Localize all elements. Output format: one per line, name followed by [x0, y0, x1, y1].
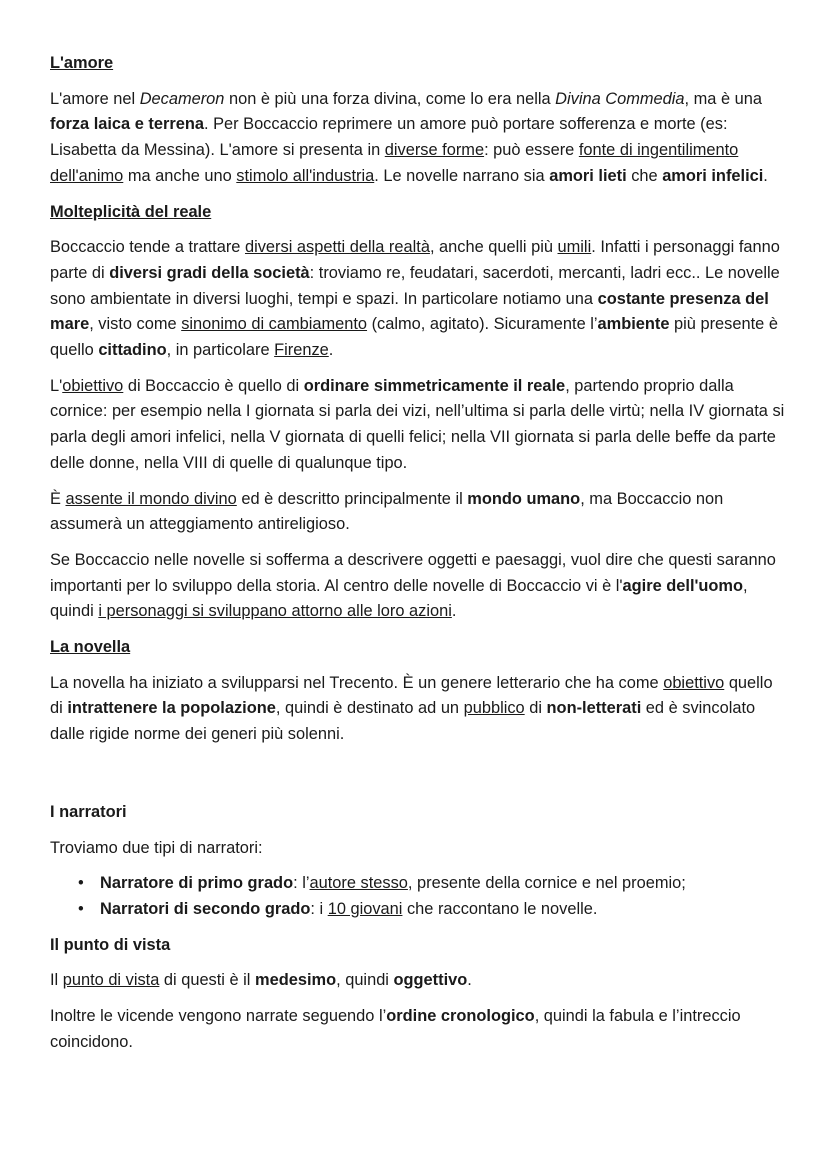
paragraph-punto-di-vista-2 [50, 1004, 788, 1055]
text-run: (calmo, agitato). Sicuramente l’ [367, 315, 598, 334]
text-run: ma anche uno [123, 166, 237, 185]
italic-text: Divina Commedia [555, 89, 685, 108]
text-run: . Per Boccaccio reprimere un amore può portare sofferenza e morte (es: Lisabetta da Messina). L'amore si presenta in [50, 115, 728, 160]
paragraph-punto-di-vista-1 [50, 968, 788, 994]
text-run: . [328, 341, 334, 360]
bold-text: oggettivo [393, 971, 468, 990]
bold-text: cittadino [98, 341, 167, 360]
paragraph-amore [50, 87, 788, 190]
text-run: non è più una forza divina, come lo era nella [224, 89, 556, 108]
text-run: , presente della cornice e nel proemio; [407, 874, 686, 893]
heading-amore: L'amore [50, 54, 114, 72]
text-run: Il [50, 971, 63, 990]
text-run: È [50, 489, 66, 508]
text-run: , partendo proprio dalla cornice: per esempio nella I giornata si parla dei vizi, nell’ultima si parla delle virtù; nella IV giornata si parla degli amori infelici, nella V giornata di quelli felici; nella VII giornata si parla delle beffe da parte delle donne, nella VIII di quelle di qualunque tipo. [50, 376, 785, 472]
underlined-text: stimolo all'industria [236, 166, 375, 185]
paragraph-molteplicita-2 [50, 374, 788, 477]
underlined-text: diversi aspetti della realtà [244, 238, 430, 257]
bullet-icon: • [78, 899, 84, 918]
list-item-text [100, 874, 686, 892]
bullet-icon: • [78, 874, 84, 893]
bold-text: medesimo [255, 971, 337, 990]
text-run: Inoltre le vicende vengono narrate seguendo l’ [50, 1007, 387, 1026]
text-run: , quindi la fabula e l’intreccio coincidono. [50, 1007, 741, 1051]
bold-text: mondo umano [467, 489, 581, 508]
bold-text: agire dell'uomo [622, 576, 744, 595]
bold-text: ambiente [597, 315, 670, 334]
text-run: : troviamo re, feudatari, sacerdoti, mercanti, ladri ecc.. Le novelle sono ambientate in diversi luoghi, tempi e spazi. In particolare notiamo una [50, 263, 780, 308]
text-run: L'amore nel [50, 89, 140, 108]
blank-spacer [50, 758, 788, 800]
italic-text: Decameron [139, 89, 225, 108]
underlined-text: fonte di ingentilimento dell'animo [50, 141, 739, 185]
bold-text: ordine cronologico [386, 1007, 535, 1026]
text-run: La novella ha iniziato a svilupparsi nel Trecento. È un genere letterario che ha come [50, 673, 664, 692]
section-punto-di-vista [50, 933, 788, 1056]
underlined-text: obiettivo [663, 673, 725, 692]
list-item [78, 871, 788, 897]
text-run: Boccaccio tende a trattare [50, 238, 245, 257]
bold-text: ordinare simmetricamente il reale [303, 376, 566, 395]
section-novella [50, 635, 788, 748]
bold-text: forza laica e terrena [50, 115, 204, 134]
text-run: . Infatti i personaggi fanno parte di [50, 238, 780, 282]
section-molteplicita [50, 200, 788, 626]
text-run: Se Boccaccio nelle novelle si sofferma a descrivere oggetti e paesaggi, vuol dire che questi saranno importanti per lo sviluppo della storia. Al centro delle novelle di Boccaccio vi è l' [50, 550, 776, 595]
bold-text: diversi gradi della società [109, 263, 310, 282]
bold-text: Narratori di secondo grado [100, 899, 311, 918]
underlined-text: autore stesso [309, 874, 408, 893]
text-run: che [626, 166, 663, 185]
text-run: . [763, 166, 768, 185]
bold-text: costante presenza del mare [50, 289, 769, 334]
underlined-text: punto di vista [62, 971, 160, 990]
text-run: , quindi [50, 576, 748, 621]
underlined-text: obiettivo [62, 376, 124, 395]
text-run: , in particolare [166, 341, 275, 360]
underlined-text: diverse forme [384, 141, 485, 160]
text-run: quello di [50, 673, 773, 718]
bold-text: intrattenere la popolazione [67, 699, 276, 718]
paragraph-molteplicita-4 [50, 548, 788, 625]
underlined-text: i personaggi si sviluppano attorno alle loro azioni [98, 602, 452, 621]
bold-text: Narratore di primo grado [100, 874, 294, 893]
underlined-text: assente il mondo divino [65, 489, 237, 508]
paragraph-novella [50, 671, 788, 748]
section-narratori [50, 800, 788, 923]
section-amore [50, 51, 788, 190]
underlined-text: 10 giovani [327, 899, 403, 918]
bold-text: non-letterati [546, 699, 642, 718]
bold-text: amori infelici [662, 166, 764, 185]
heading-punto-di-vista: Il punto di vista [50, 935, 171, 954]
text-run: : i [310, 899, 328, 918]
text-run: ed è svincolato dalle rigide norme dei generi più solenni. [50, 699, 756, 744]
text-run: , quindi è destinato ad un [275, 699, 464, 718]
text-run: : l’ [293, 874, 310, 893]
text-run: di [524, 699, 547, 718]
text-run: , quindi [336, 971, 394, 990]
text-run: che raccontano le novelle. [402, 899, 598, 918]
text-run: . [451, 602, 457, 621]
text-run: , ma Boccaccio non assumerà un atteggiamento antireligioso. [50, 489, 724, 534]
underlined-text: umili [557, 238, 592, 257]
list-item-text [100, 900, 597, 918]
text-run: . [467, 971, 472, 990]
underlined-text: sinonimo di cambiamento [181, 315, 368, 334]
paragraph-molteplicita-3 [50, 487, 788, 538]
text-run: . Le novelle narrano sia [374, 166, 550, 185]
text-run: più presente è quello [50, 315, 778, 360]
text-run: : può essere [484, 141, 579, 160]
text-run: di questi è il [159, 971, 256, 990]
text-run: , anche quelli più [429, 238, 558, 257]
heading-molteplicita: Molteplicità del reale [50, 202, 212, 221]
list-item [78, 897, 788, 923]
bold-text: amori lieti [549, 166, 627, 185]
text-run: , visto come [89, 315, 182, 334]
underlined-text: pubblico [463, 699, 525, 718]
heading-novella: La novella [50, 638, 131, 657]
heading-narratori: I narratori [50, 802, 127, 821]
text-run: di Boccaccio è quello di [123, 376, 304, 395]
text-run: ed è descritto principalmente il [236, 489, 468, 508]
text-run: , ma è una [684, 89, 762, 108]
text-run: L' [50, 376, 63, 395]
underlined-text: Firenze [274, 341, 329, 360]
paragraph-molteplicita-1 [50, 235, 788, 364]
narratori-list [50, 871, 788, 922]
paragraph-narratori-intro: Troviamo due tipi di narratori: [50, 838, 263, 857]
